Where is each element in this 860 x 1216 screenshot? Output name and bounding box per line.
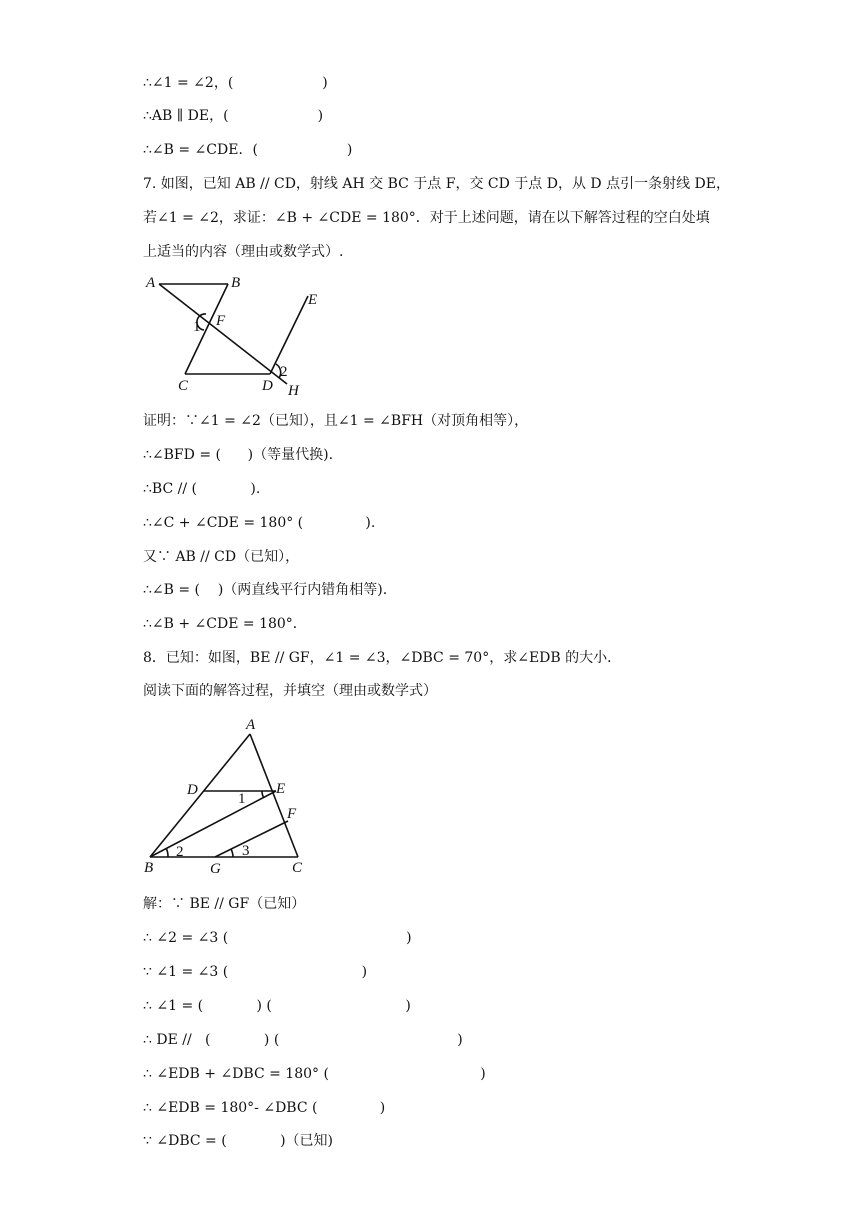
solution-line: ∵ ∠DBC = ( )（已知)	[143, 1133, 333, 1149]
segment-bc	[185, 284, 228, 374]
label-f: F	[216, 313, 226, 329]
proof-line: ∴BC // ( ).	[143, 481, 261, 497]
label-angle-3: 3	[242, 843, 250, 859]
text-line: ∴∠B = ∠CDE．( )	[143, 142, 353, 158]
label-f: F	[287, 806, 297, 822]
angle-1-arc	[262, 791, 264, 798]
segment-ab	[150, 734, 250, 857]
proof-line: ∴∠B = ( )（两直线平行内错角相等).	[143, 582, 388, 598]
label-angle-1: 1	[193, 319, 201, 335]
problem-7-statement: 若∠1 = ∠2，求证：∠B + ∠CDE = 180°．对于上述问题，请在以下解答过程的空白处填	[143, 210, 710, 226]
solution-line: ∴ ∠2 = ∠3 ( )	[143, 930, 412, 946]
ray-de	[270, 296, 308, 374]
figure-8-diagram	[140, 712, 320, 882]
problem-8-statement: 8．已知：如图，BE // GF，∠1 = ∠3，∠DBC = 70°，求∠EDB 的大小．	[143, 650, 622, 666]
label-h: H	[288, 383, 299, 398]
label-c: C	[178, 378, 189, 394]
label-d: D	[262, 378, 273, 394]
angle-3-arc	[231, 849, 233, 857]
label-a: A	[246, 717, 256, 733]
solution-line: ∴ ∠EDB + ∠DBC = 180° ( )	[143, 1066, 486, 1082]
segment-be	[150, 791, 276, 857]
proof-line: ∴∠BFD = ( )（等量代换).	[143, 447, 334, 463]
proof-line: 又∵ AB // CD（已知），	[143, 549, 300, 565]
segment-ac	[250, 734, 298, 857]
problem-8-statement: 阅读下面的解答过程，并填空（理由或数学式）	[143, 683, 437, 699]
label-d: D	[187, 782, 198, 798]
segment-ah	[159, 284, 287, 384]
label-angle-1: 1	[238, 791, 246, 807]
label-angle-2: 2	[176, 844, 184, 860]
label-b: B	[231, 275, 241, 291]
figure-7-diagram	[140, 268, 340, 398]
solution-line: 解：∵ BE // GF（已知）	[143, 896, 306, 912]
segment-gf	[215, 821, 288, 857]
label-a: A	[146, 275, 156, 291]
label-g: G	[210, 861, 221, 877]
text-line: ∴AB ∥ DE，( )	[143, 108, 324, 124]
label-angle-2: 2	[280, 364, 288, 380]
solution-line: ∴ DE // ( ) ( )	[143, 1032, 463, 1048]
angle-2-arc	[166, 848, 168, 857]
label-c: C	[292, 860, 303, 876]
solution-line: ∵ ∠1 = ∠3 ( )	[143, 964, 368, 980]
problem-7-statement: 上适当的内容（理由或数学式）.	[143, 244, 344, 260]
label-e: E	[308, 292, 318, 308]
proof-line: 证明：∵∠1 = ∠2（已知），且∠1 = ∠BFH（对顶角相等），	[143, 413, 529, 429]
solution-line: ∴ ∠1 = ( ) ( )	[143, 998, 411, 1014]
solution-line: ∴ ∠EDB = 180°- ∠DBC ( )	[143, 1100, 386, 1116]
proof-line: ∴∠C + ∠CDE = 180° ( ).	[143, 515, 376, 531]
proof-line: ∴∠B + ∠CDE = 180°．	[143, 616, 307, 632]
text-line: ∴∠1 = ∠2，( )	[143, 75, 328, 91]
label-e: E	[276, 781, 286, 797]
problem-7-statement: 7. 如图，已知 AB // CD，射线 AH 交 BC 于点 F，交 CD 于点 D，从 D 点引一条射线 DE，	[143, 176, 731, 192]
label-b: B	[144, 860, 154, 876]
